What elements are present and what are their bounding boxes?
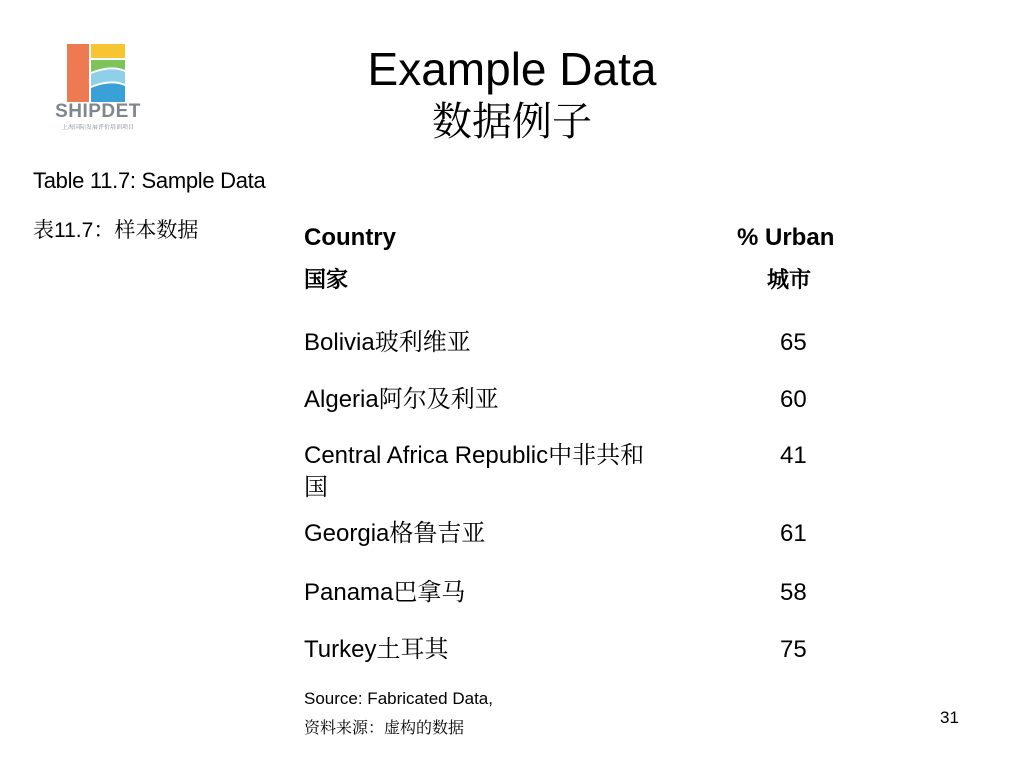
table-row — [304, 634, 864, 690]
country-cell: Panama巴拿马 — [304, 579, 466, 606]
urban-cell: 60 — [780, 386, 807, 413]
source-note: Source: Fabricated Data, — [304, 689, 493, 708]
urban-cell: 41 — [780, 442, 807, 469]
slide-subtitle: 数据例子 — [432, 99, 592, 145]
shipdet-logo-icon — [67, 44, 127, 102]
urban-cell: 61 — [780, 520, 807, 547]
urban-header-chinese: 城市 — [767, 267, 812, 292]
country-header: Country — [304, 224, 396, 251]
country-cell: Turkey土耳其 — [304, 636, 449, 663]
logo-wordmark: SHIPDET — [55, 101, 141, 122]
urban-cell: 65 — [780, 329, 807, 356]
page-number: 31 — [940, 708, 959, 727]
logo-tagline: 上海国际发展评价培训项目 — [61, 125, 134, 131]
urban-header: % Urban — [737, 224, 835, 251]
shipdet-logo — [52, 44, 144, 134]
table-row — [304, 518, 864, 574]
country-cell: Algeria阿尔及利亚 — [304, 386, 499, 413]
table-row — [304, 577, 864, 633]
slide-title: Example Data — [367, 43, 657, 95]
source-note-chinese: 资料来源：虚构的数据 — [304, 720, 465, 737]
country-header-chinese: 国家 — [304, 267, 349, 292]
country-cell: Central Africa Republic中非共和国 — [304, 442, 645, 501]
table-row — [304, 384, 864, 440]
table-row — [304, 440, 864, 510]
table-row — [304, 327, 864, 383]
country-cell: Georgia格鲁吉亚 — [304, 520, 486, 547]
table-caption-chinese: 表11.7：样本数据 — [33, 219, 199, 242]
table-caption: Table 11.7: Sample Data — [33, 168, 266, 193]
country-cell: Bolivia玻利维亚 — [304, 329, 471, 356]
urban-cell: 58 — [780, 579, 807, 606]
urban-cell: 75 — [780, 636, 807, 663]
